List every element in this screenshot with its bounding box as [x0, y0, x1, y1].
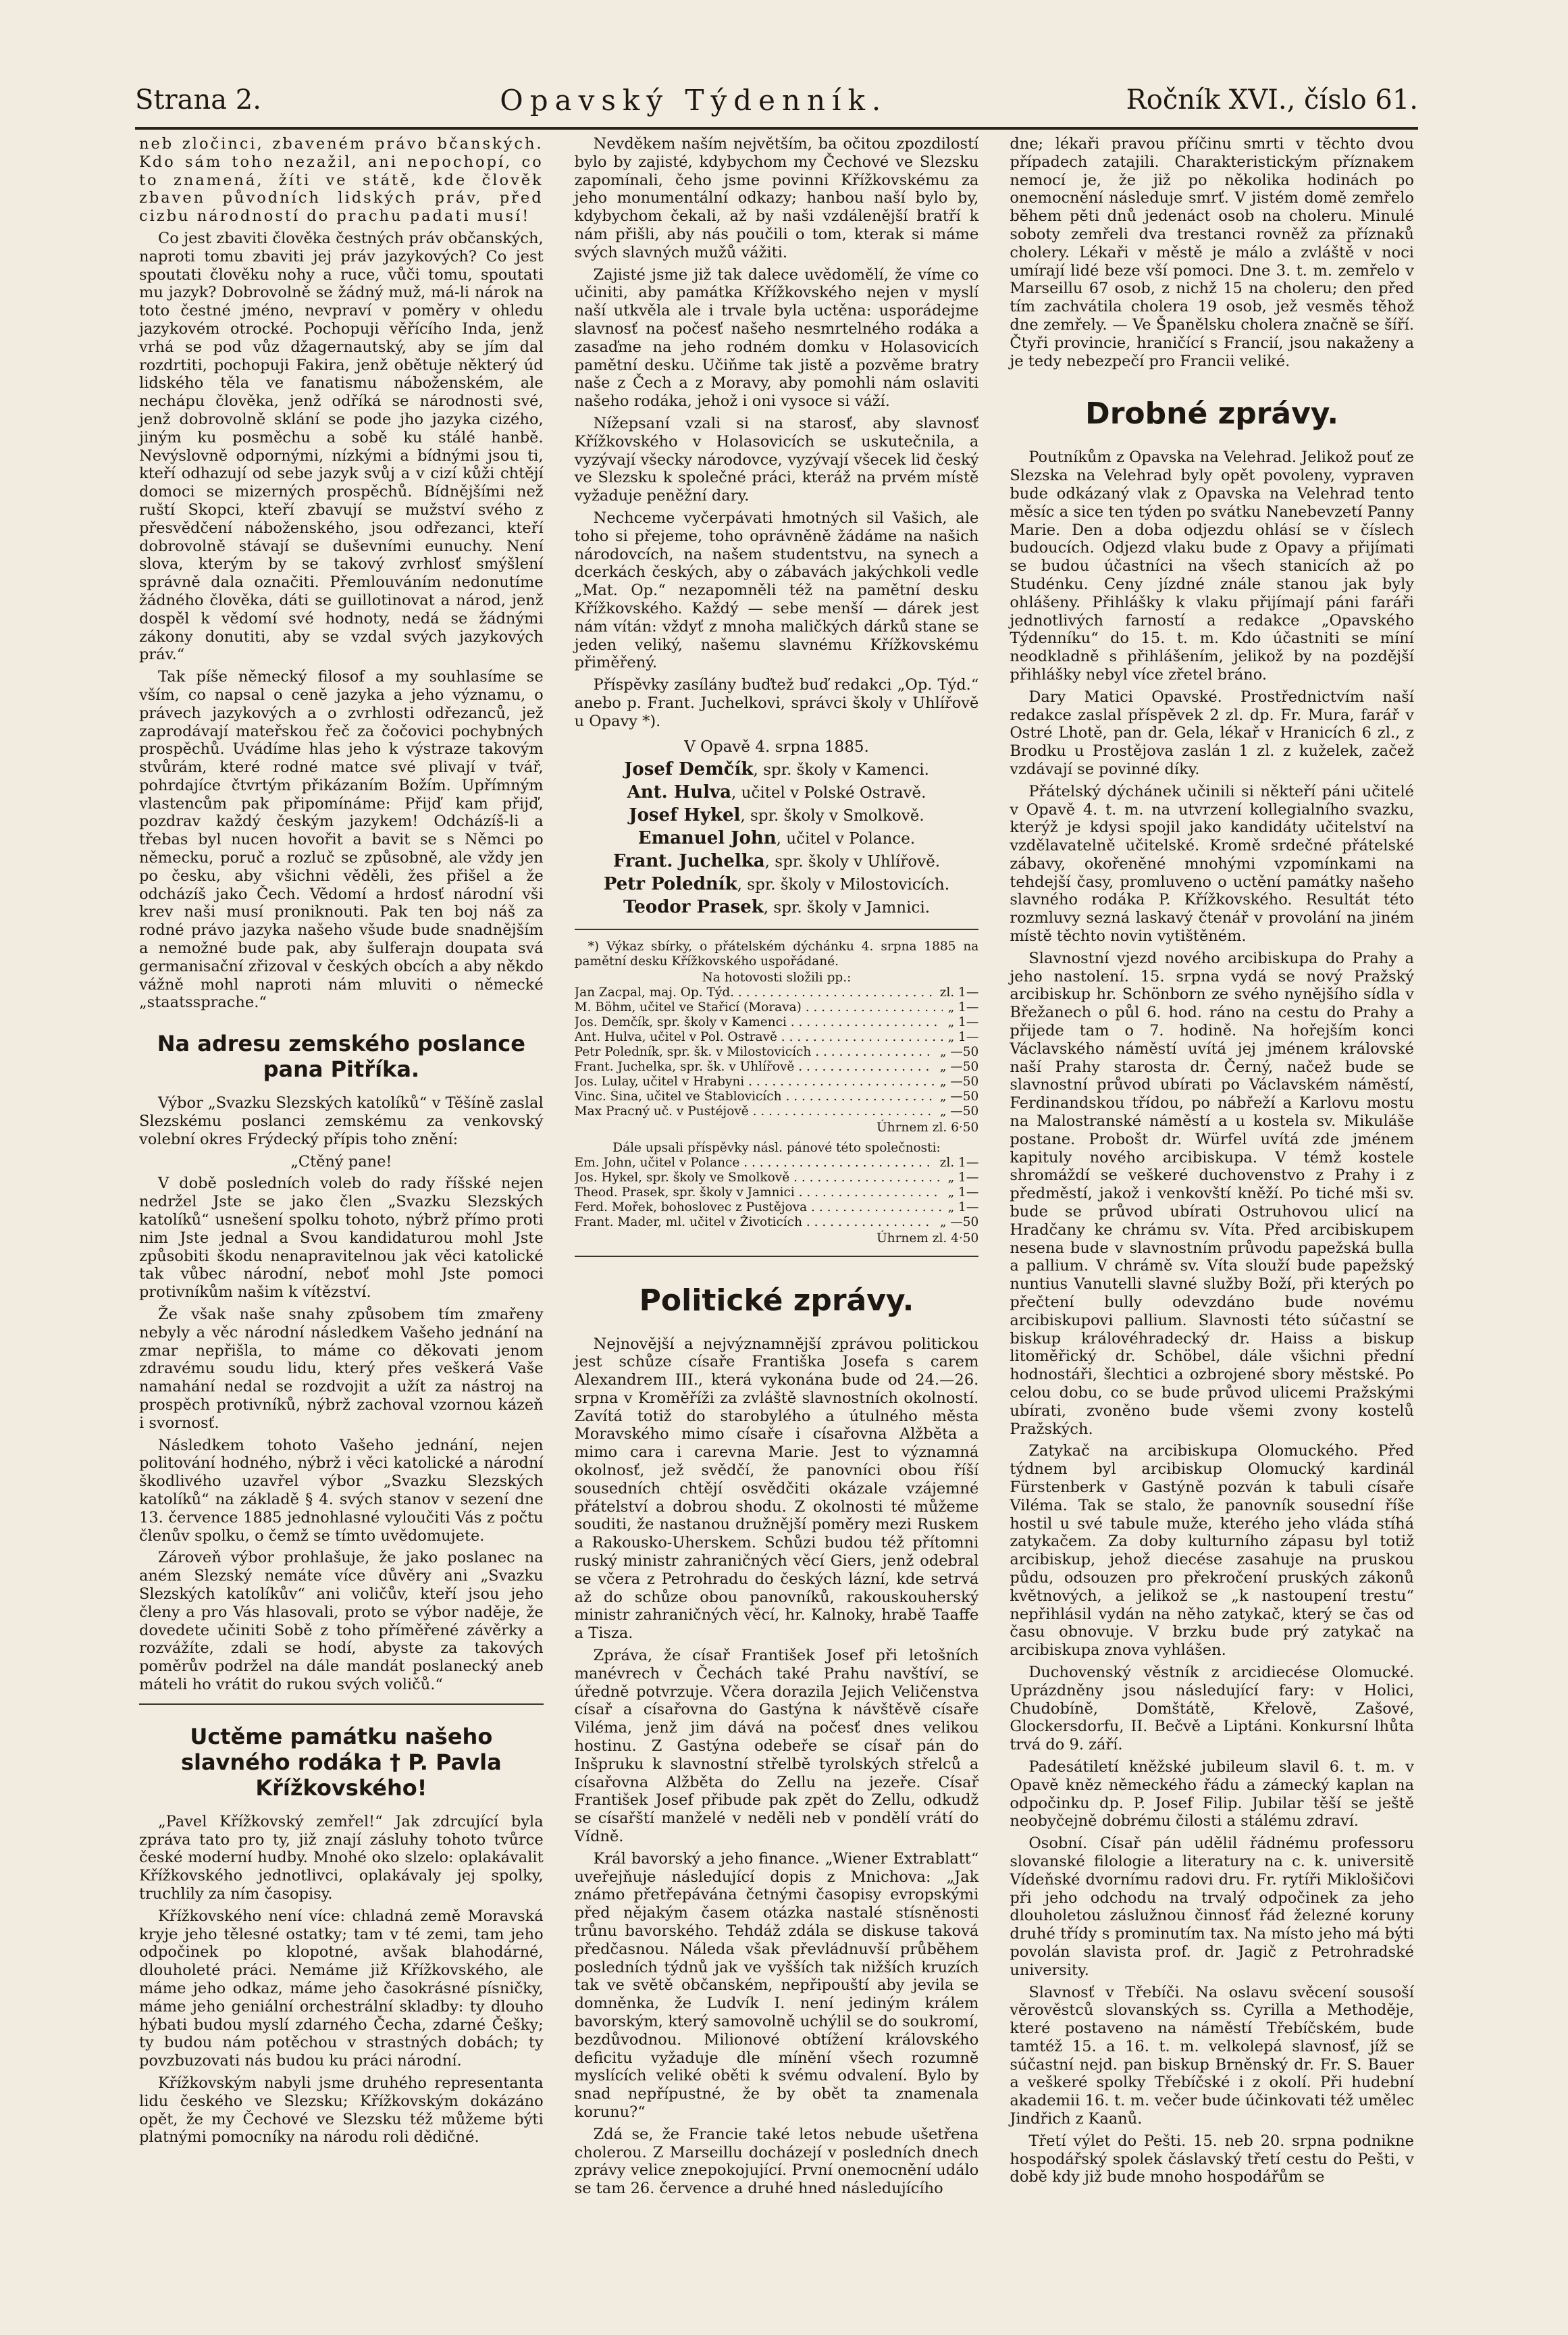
issue-info: Ročník XVI., číslo 61.	[1126, 84, 1418, 116]
section-title-news: Drobné zprávy.	[1085, 396, 1339, 432]
article-paragraph: „Pavel Křížkovský zemřel!“ Jak zdrcující byla zpráva tato pro ty, již znají zásluhy tohoto tvůrce české moderní hudby. Mnohé oko slzelo: oplakávalit Křížkovského jednotlivci, oplakávaly jej spolky, truchlily za ním časopisy.	[139, 1812, 544, 1903]
article-paragraph: Král bavorský a jeho finance. „Wiener Extrablatt“ uveřejňuje následující dopis z Mnichova: „Jak známo přetřepávána četnými časopisy evropskými před nějakým časem otázka nastalé stísněnosti trůnu bavorského. Tehdáž zdála se diskuse taková předčasnou. Náleda však převládnuvší průběhem posledních týdnů jak ve vyšších tak nižších kruzích tak ve světě občanském, nepřipouští aby jevila se domněnka, že Ludvík I. není jediným králem bavorským, který samovolně uchýlil se do soukromí, bezdůvodnou. Milionové obtížení královského deficitu vyžaduje dle mínění všech rozumně myslících veliké oběti k svému odvalení. Bylo by snad nepřípustné, že by obět ta znamenala korunu?“	[574, 1849, 979, 2121]
donation-row: Jos. Demčík, spr. školy v Kamenci . . . „ 1—	[575, 1015, 979, 1030]
donation-row: Theod. Prasek, spr. školy v Jamnici . . . „ 1—	[575, 1185, 979, 1200]
signer: Josef Hykel, spr. školy v Smolkově.	[629, 804, 924, 825]
news-item: Třetí výlet do Pešti. 15. neb 20. srpna podnikne hospodářský spolek čáslavský třetí cestu do Pešti, v době kdy již bude mnoho hospodářům se	[1010, 2132, 1414, 2186]
column-2	[571, 135, 983, 2303]
newspaper-title: Opavský Týdenník.	[500, 83, 888, 117]
article-paragraph: Zároveň výbor prohlašuje, že jako poslanec na aném Slezský nemáte více důvěry ani „Svazku Slezských katolíkův“ ani voličův, kteří jsou jeho členy a pro Vás hlasovali, proto se výbor naděje, že dovedete učiniti Sobě z toho příměřené závěrky a rozvážíte, zdali se hodí, abyste za takových poměrův podržel na dále mandát poslanecký aneb máteli ho vrátit do rukou svých voličů.“	[139, 1549, 544, 1693]
article-paragraph: Nížepsaní vzali si na starosť, aby slavnosť Křížkovského v Holasovicích se uskutečnila, a vyzývají všecky národovce, vyzývají všecek lid český ve Slezsku k společné práci, kteráž na prvém místě vyžaduje peněžní dary.	[574, 414, 979, 505]
article-paragraph: Výbor „Svazku Slezských katolíků“ v Těšíně zaslal Slezskému poslanci zemskému za venkovský volební okres Frýdecký přípis toho znění:	[139, 1094, 544, 1148]
signer: Ant. Hulva, učitel v Polské Ostravě.	[627, 781, 926, 802]
divider	[575, 1256, 979, 1257]
signer: Petr Poledník, spr. školy v Milostovicích.	[603, 873, 950, 894]
article-paragraph: Co jest zbaviti člověka čestných práv občanských, naproti tomu zbaviti jej práv jazykových? Co jest spoutati člověku nohy a ruce, vůči tomu, spoutati mu jazyk? Dobrovolně se žádný muž, má-li nárok na toto čestné jméno, nevpraví v poměry v ohledu jazykovém otrocké. Pochopuji věřícího Inda, jenž vrhá se pod vůz džagernautský, aby se jím dal rozdrtiti, pochopuji Fakira, jenž obětuje některý úd lidského těla ve fanatismu náboženském, ale nechápu člověka, jenž odříká se národnosti své, jenž dobrovolně sklání se pode jho jazyka cizého, jiným ku posměchu a sobě ku stálé hanbě. Nevýslovně odpornými, nízkými a bídnými jsou ti, kteří odhazují od sebe jazyk svůj a v cizí kůži chtějí domoci se mizerných prospěchů. Bídnějšími než ruští Skopci, kteří zbavují se mužství svého z přesvědčení náboženského, jsou odřezanci, kteří dobrovolně stávají se duševními eunuchy. Není slova, kterým by se takový zvrhlosť smýšlení správně dala označiti. Přemlouváním nedonutíme žádného člověka, dáti se guillotinovat a národ, jenž dospěl k vědomí své hodnoty, nedá se žádnými zákony donutiti, aby se vzdal svých jazykových práv.“	[139, 229, 544, 664]
column-1	[135, 135, 548, 2303]
donation-row: Jos. Lulay, učitel v Hrabyni . . . „ —50	[575, 1075, 979, 1089]
article-paragraph: Nechceme vyčerpávati hmotných sil Vašich, ale toho si přejeme, toho oprávněně žádáme na našich národovcích, na našem studentstvu, na synech a dcerkách českých, aby o zábavách jakýchkoli vedle „Mat. Op.“ nezapomněli též na pamětní desku Křížkovského. Každý — sebe menší — dárek jest nám vítán: vždyť z mnoha maličkých dárků stane se jeden veliký, našemu slavnému Křížkovskému přiměřený.	[574, 509, 979, 672]
news-item: Zatykač na arcibiskupa Olomuckého. Před týdnem byl arcibiskup Olomucký kardinál Fürstenberk v Gastýně pozván k tabuli císaře Viléma. Tak se stalo, že panovník sousední říše hostil u své tabule muže, kterého jeho vláda stíhá zatykačem. Za doby kulturního zápasu byl totiž arcibiskup, jehož diecése zasahuje na pruskou půdu, odsouzen pro překročení pruských zákonů květnových, a jelikož se „k nastoupení trestu“ nepřihlásil vydán na něho zatykač, který se čas od času obnovuje. V brzku bude prý zatykač na arcibiskupa znova vyhlášen.	[1010, 1442, 1414, 1660]
article-paragraph: Křížkovským nabyli jsme druhého representanta lidu českého ve Slezsku; Křížkovským dokázáno opět, že my Čechové ve Slezsku též můžeme býti platnými pomocníky na národu roli dědičné.	[139, 2074, 544, 2147]
article-paragraph: Nejnovější a nejvýznamnější zprávou politickou jest schůze císaře Františka Josefa s carem Alexandrem III., která vykonána bude od 24.—26. srpna v Kroměříži za zvláště slavnostních okolností. Zavítá totiž do starobylého a útulného města Moravského mimo císaře i císařovna Alžběta a mimo cara i carevna Marie. Jest to významná okolnosť, jež svědčí, že panovníci obou říší sousedních chtějí osvědčiti okázale vzájemné přátelství a dobrou shodu. Z okolnosti té můžeme souditi, že nastanou družnější poměry mezi Ruskem a Rakousko-Uherskem. Schůzi budou též přítomni ruský ministr zahraničných věcí Giers, jenž odebral se včera z Petrohradu do českých lázní, kde setrvá až do schůze obou panovníků, rakouskouherský ministr zahraničných věcí, hr. Kalnoky, hrabě Taaffe a Tisza.	[574, 1335, 979, 1643]
news-item: Slavnosť v Třebíči. Na oslavu svěcení sousoší věrověstců slovanských ss. Cyrilla a Methoděje, které postaveno na náměstí Třebíčském, bude tamtéž 15. a 16. t. m. velkolepá slavnosť, jíž se súčastní nejd. pan biskup Brněnský dr. Fr. S. Bauer a veškeré spolky Třebíčské i z okolí. Při hudební akademii 16. t. m. večer bude účinkovati též umělec Jindřich z Kaanů.	[1010, 1983, 1414, 2128]
footnote-donations	[575, 940, 979, 1246]
news-item: Osobní. Císař pán udělil řádnému professoru slovanské filologie a literatury na c. k. universitě Vídeňské dvornímu radovi dru. Fr. rytíři Miklošičovi při jeho odchodu na trvalý odpočinek za jeho dlouholetou záslužnou činnosť řád železné koruny druhé třídy s prominutím tax. Na místo jeho má býti povolán slavista prof. dr. Jagič z Petrohradské university.	[1010, 1834, 1414, 1979]
donation-row: Vinc. Šina, učitel ve Štablovicích . . . „ —50	[575, 1089, 979, 1104]
donation-row: Ferd. Mořek, bohoslovec z Pustějova . . . „ 1—	[575, 1200, 979, 1215]
news-item: Slavnostní vjezd nového arcibiskupa do Prahy a jeho nastolení. 15. srpna vydá se nový Pražský arcibiskup hr. Schönborn ze svého nynějšího sídla v Břežanech o půl 6. hod. ráno na cestu do Prahy a přijede tam o 7. hodině. Na hořejším konci Václavského náměstí uvítá jej jménem královské naší Prahy starosta dr. Černý, načež bude se slavnostní průvod ubírati po Václavském náměstí, Ferdinandskou třídou, po nábřeží a Karlovu mostu na Malostranské náměstí a u kostela sv. Mikuláše postane. Probošt dr. Würfel uvítá zde jménem kapituly nového arcibiskupa. V témž kostele shromáždí se veškeré duchovenstvo z Prahy i z předměstí, jakož i venkovští kněží. Po tiché mši sv. bude se průvod ubírati Ostruhovou ulicí na Hradčany ke chrámu sv. Víta. Před arcibiskupem nesena bude v slavnostním průvodu papežská bulla a pallium. V chrámě sv. Víta slouží bude papežský nuntius Vanutelli slavné služby Boží, při kterých po přečtení bully odevzdáno bude novému arcibiskupovi pallium. Slavnosti této súčastní se biskup královéhradecký dr. Haiss a biskup litoměřický dr. Schöbel, dále všichni přední hodnostáři, šlechtici a ozbrojené sbory městské. Po celou dobu, co se bude průvod ulicemi Pražskými ubírati, zvoněno bude všemi zvony kostelů Pražských.	[1010, 949, 1414, 1438]
article-paragraph: Zpráva, že císař František Josef při letošních manévrech v Čechách také Prahu navštíví, se úředně potvrzuje. Včera dorazila Jejich Veličenstva císař a císařovna do Gastýna k návštěvě císaře Viléma, jenž jim dává na počesť dnes velikou hostinu. Z Gastýna odebeře se císař pán do Inšpruku k slavnostní střelbě tyrolských střelců a císařovna Alžběta do Zellu na jezeře. Císař František Josef přibude pak zpět do Zellu, odkudž se císařští manželé v neděli neb v pondělí vrátí do Vídně.	[574, 1647, 979, 1846]
article-paragraph: Zdá se, že Francie také letos nebude ušetřena cholerou. Z Marseillu docházejí v posledních dnech zprávy velice znepokojující. První onemocnění událo se tam 26. července a druhé hned následujícího	[574, 2125, 979, 2198]
news-item: Poutníkům z Opavska na Velehrad. Jelikož pouť ze Slezska na Velehrad byly opět povoleny, vypraven bude odkázaný vlak z Opavska na Velehrad tento měsíc a sice ten týden po svátku Nanebevzetí Panny Marie. Den a doba odjezdu ohlásí se v číslech budoucích. Odjezd vlaku bude z Opavy a přijímati se budou účastníci na všech stanicích až po Studénku. Ceny jízdné znále stanou jak byly ohlášeny. Přihlášky k vlaku přijímají páni faráři jednotlivých farností a redakce „Opavského Týdenníku“ do 15. t. m. Kdo účastniti se míní neodkladně s přihlášením, jelikož by na pozdější přihlášky nebyl více zřetel bráno.	[1010, 448, 1414, 684]
donation-row: Ant. Hulva, učitel v Pol. Ostravě . . . „ 1—	[575, 1030, 979, 1045]
donation-row: Em. John, učitel v Polance . . . zl. 1—	[575, 1156, 979, 1171]
donation-row: M. Böhm, učitel ve Stařicí (Morava) . . . „ 1—	[575, 1000, 979, 1015]
donation-row: Frant. Mader, ml. učitel v Životicích . . . „ —50	[575, 1215, 979, 1230]
signature-block	[575, 736, 979, 919]
divider	[575, 929, 979, 930]
footnote-subheading: Na hotovosti složili pp.:	[702, 970, 852, 985]
article-paragraph: Zajisté jsme již tak dalece uvědomělí, že víme co učiniti, aby památka Křížkovského nejen v myslí naší utkvěla ale i trvale byla uctěna: usporádejme slavnosť na počesť našeho nesmrtelného rodáka a zasaďme na jeho rodném domku v Holasovicích pamětní desku. Učiňme tak jistě a pozvěme bratry naše z Čech a z Moravy, aby pomohli nám oslaviti našeho rodáka, jehož i oni vysoce si váží.	[574, 265, 979, 411]
divider	[139, 1703, 544, 1705]
section-title-pitrik: Na adresu zemského poslance pana Pitříka.	[157, 1031, 525, 1083]
donation-row: Jos. Hykel, spr. školy ve Smolkově . . . „ 1—	[575, 1171, 979, 1185]
signer: Josef Demčík, spr. školy v Kamenci.	[624, 759, 929, 779]
article-paragraph: dne; lékaři pravou příčinu smrti v těchto dvou případech zatajili. Charakteristickým příznakem nemocí je, že již po několika hodinách po onemocnění následuje smrť. V jistém domě zemřelo během pěti dnů jedenáct osob na choleru. Minulé soboty zemřeli dva trestanci rovněž za příznaků cholery. Lékaři v městě je málo a zvláště v noci umírají lidé beze vší pomoci. Dne 3. t. m. zemřelo v Marseillu 67 osob, z nichž 15 na choleru; den před tím zachvátila cholera 19 osob, jež vesměs těhož dne zemřely. — Ve Španělsku cholera značně se šíří. Čtyři provincie, hraničící s Francií, jsou nakaženy a je tedy nebezpečí pro Francii veliké.	[1010, 135, 1414, 370]
donation-row: Max Pracný uč. v Pustéjově . . . „ —50	[575, 1104, 979, 1119]
article-paragraph: Příspěvky zasílány buďtež buď redakci „Op. Týd.“ anebo p. Frant. Juchelkovi, správci školy v Uhlířově u Opavy *).	[574, 676, 979, 730]
page-header	[135, 73, 1418, 130]
article-paragraph: Následkem tohoto Vašeho jednání, nejen politování hodného, nýbrž i věci katolické a národní škodlivého uzavřel výbor „Svazku Slezských katolíků“ na základě § 4. svých stanov v sezení dne 13. července 1885 jednohlasné vyloučiti Vás z počtu členův spolku, o čemž se tímto uvědomujete.	[139, 1436, 544, 1545]
donation-row: Frant. Juchelka, spr. šk. v Uhlířově . . . „ —50	[575, 1060, 979, 1075]
donation-total: Úhrnem zl. 6·50	[877, 1120, 979, 1135]
article-paragraph: Nevděkem naším největším, ba očitou zpozdilostí bylo by zajisté, kdybychom my Čechové ve Slezsku zapomínali, čeho jsme povinni Křížkovskému za jeho monumentální odkazy; hanbou naší bylo by, kdybychom čekali, až by naši vzdálenější bratří k nám přišli, aby nás poučili o tom, kterak si máme svých slavných mužů vážiti.	[574, 135, 979, 261]
section-title-politics: Politické zprávy.	[639, 1283, 914, 1318]
article-paragraph: Křížkovského není více: chladná země Moravská kryje jeho tělesné ostatky; tam v té zemi, tam jeho odpočinek po klopotné, avšak blahodárné, dlouholeté práci. Nemáme již Křížkovského, ale máme jeho odkaz, máme jeho časokrásné písničky, máme jeho geniální orchestrální skladby: ty dlouho hýbati budou myslí zdarného Čecha, zdarné Češky; ty budou nám potěchou v strastných dobách; ty povzbuzovati nás budou ku práci národní.	[139, 1907, 544, 2070]
news-item: Přátelský dýchánek učinili si někteří páni učitelé v Opavě 4. t. m. na utvrzení kollegialního svazku, kterýž je kdysi spojil jako kandidáty učitelství na vzdělavatelně učitelské. Kromě srdečné přátelské zábavy, okořeněné mnohými vzpomínkami na tehdejší časy, promluveno o uctění památky našeho slavného rodáka P. Křížkovského. Resultát této rozmluvy sezná laskavý čtenář v provolání na jiném místě těchto novin vytištěném.	[1010, 782, 1414, 946]
signer: Emanuel John, učitel v Polance.	[637, 827, 916, 848]
column-3	[1005, 135, 1418, 2303]
donation-total: Úhrnem zl. 4·50	[877, 1231, 979, 1246]
article-paragraph: Že však naše snahy způsobem tím zmařeny nebyly a věc národní následkem Vašeho jednání na zmar nepřišla, to máme co děkovati jenom zdravému soudu lidu, který přes veškerá Vaše namahání nedal se rozdvojit a užít za nástroj na prospěch protivníků, nýbrž zachoval vzornou kázeň i svornosť.	[139, 1306, 544, 1432]
footnote-intro: *) Výkaz sbírky, o přátelském dýchánku 4. srpna 1885 na pamětní desku Křížkovského uspořádané.	[574, 939, 979, 969]
news-item: Padesátiletí kněžské jubileum slavil 6. t. m. v Opavě kněz německého řádu a zámecký kaplan na odpočinku dp. P. Josef Filip. Jubilar těší se ještě neobyčejně dobrému čilosti a stálému zdraví.	[1010, 1757, 1414, 1830]
intro-paragraph: neb zločinci, zbaveném právo bčanských. Kdo sám toho nezažil, ani nepochopí, co to znamená, žíti ve státě, kde člověk zbaven původních lidských práv, před cizbu národností do prachu padati musí!	[139, 135, 544, 226]
news-item: Duchovenský věstník z arcidiecése Olomucké. Uprázdněny jsou následující fary: v Holici, Chudobíně, Domštátě, Křelově, Zašové, Glockersdorfu, II. Bečvě a Liptáni. Konkursní lhůta trvá do 9. září.	[1010, 1663, 1414, 1754]
section-title-krizkovsky: Uctěme památku našeho slavného rodáka † P. Pavla Křížkovského!	[180, 1723, 502, 1801]
letter-salutation: „Ctěný pane!	[290, 1152, 392, 1171]
news-item: Dary Matici Opavské. Prostřednictvím naší redakce zaslal příspěvek 2 zl. dp. Fr. Mura, farář v Ostré Lhotě, pan dr. Gela, lékař v Hranicích 6 zl., z Brodku u Prostějova zaslán 1 zl. z kuželek, začež vzdávají se povinné díky.	[1010, 688, 1414, 778]
signer: Teodor Prasek, spr. školy v Jamnici.	[623, 896, 931, 917]
article-paragraph: Tak píše německý filosof a my souhlasíme se vším, co napsal o ceně jazyka a jeho významu, o právech jazykových a o zvrhlosti odřezanců, jež zaprodávají mateřskou řeč za čočovici pochybných prospěchů. Uvádíme hlas jeho k výstraze takovým stvůrám, které rodné matce své plivají v tvář, pohrdajíce čtvrtým přikázaním Božím. Upřímným vlastencům pak připomínáme: Přijď kam přijď, pozdrav každý českým jazykem! Odcházíš-li a třebas byl nucen hovořit a bavit se s Němci po německu, poruč a rozluč se způsobně, ale vždy jen po česku, aby všichni věděli, žes přišel a že odcházíš jako Čech. Vědomí a hrdosť národní vši krev naši musí proniknouti. Pak ten boj náš za rodné právo jazyka našeho všude bude snadnějším a nemožné bude pak, aby šulferajn doupata svá germanisační zřizoval v českých obcích a aby někdo vážně mohl naproti nám mluviti o německé „staatssprache.“	[139, 668, 544, 1012]
page-number: Strana 2.	[135, 84, 261, 116]
donation-row: Jan Zacpal, maj. Op. Týd. . . . zl. 1—	[575, 985, 979, 1000]
place-date: V Opavě 4. srpna 1885.	[684, 738, 869, 756]
footnote-subheading: Dále upsali příspěvky násl. pánové této společnosti:	[612, 1140, 941, 1155]
signer: Frant. Juchelka, spr. školy v Uhlířově.	[612, 850, 941, 871]
columns	[135, 135, 1418, 2303]
article-paragraph: V době posledních voleb do rady říšské nejen nedržel Jste se jako člen „Svazku Slezských katolíků“ usnešení spolku tohoto, nýbrž přímo proti nim Jste jednal a Svou kandidaturou mohl Jste způsobiti škodu nenapravitelnou jak věci katolické tak vůbec národní, neboť mohl Jste pomoci protivníkům našim k vítězství.	[139, 1175, 544, 1302]
donation-row: Petr Poledník, spr. šk. v Milostovicích . . . „ —50	[575, 1045, 979, 1060]
